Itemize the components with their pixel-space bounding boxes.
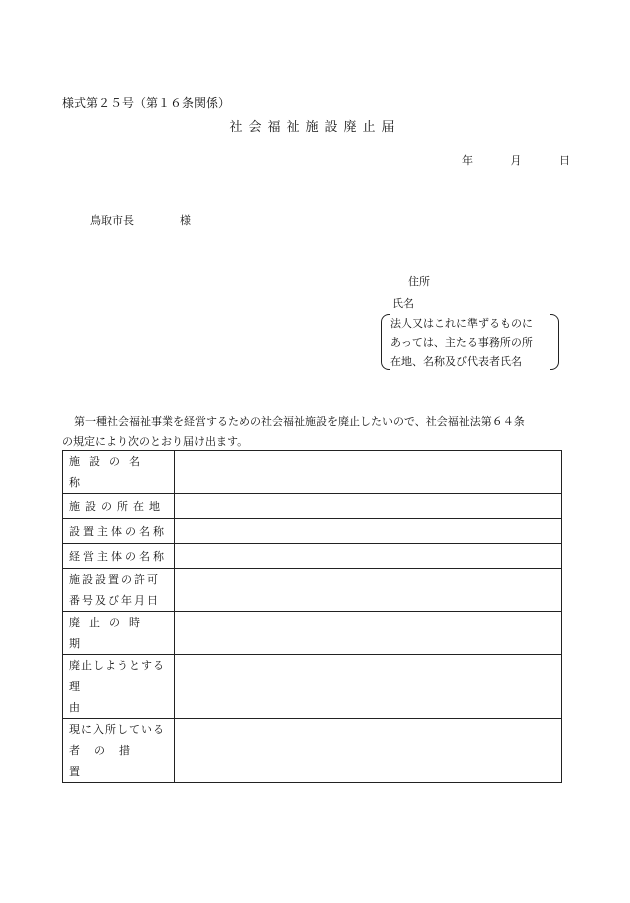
row-label <box>63 544 175 569</box>
date-line <box>438 152 570 168</box>
corporation-note-text <box>390 314 533 371</box>
label-text: 施設の名称 <box>69 455 149 489</box>
recipient-honorific: 様 <box>180 214 191 227</box>
document-title: 社会福祉施設廃止届 <box>229 120 401 135</box>
label-text: 設置主体の名称 <box>69 524 167 538</box>
row-value-field[interactable] <box>175 719 562 783</box>
date-month: 月 <box>510 154 522 167</box>
table-row <box>63 519 562 544</box>
name-label: 氏名 <box>392 297 414 310</box>
facility-form-table <box>62 450 562 783</box>
table-row <box>63 494 562 519</box>
row-label <box>63 569 175 612</box>
label-text: 経営主体の名称 <box>69 549 167 563</box>
recipient-city: 鳥取市長 <box>90 214 134 227</box>
row-value-field[interactable] <box>175 655 562 719</box>
label-text: 番号及び年月日 <box>69 594 160 607</box>
row-value-field[interactable] <box>175 544 562 569</box>
row-value-field[interactable] <box>175 519 562 544</box>
table-row <box>63 719 562 783</box>
note-line: 在地、名称及び代表者氏名 <box>390 355 522 368</box>
row-value-field[interactable] <box>175 451 562 494</box>
table-row <box>63 451 562 494</box>
row-label <box>63 719 175 783</box>
label-text: 廃止しようとする <box>69 659 165 672</box>
table-row <box>63 612 562 655</box>
table-row <box>63 569 562 612</box>
note-line: あっては、主たる事務所の所 <box>390 336 533 349</box>
label-text: 廃止の時期 <box>69 616 149 650</box>
form-number: 様式第２５号（第１６条関係） <box>62 96 231 110</box>
label-text: 理由 <box>69 680 142 714</box>
recipient <box>90 212 191 228</box>
table-row <box>63 544 562 569</box>
row-value-field[interactable] <box>175 494 562 519</box>
date-day: 日 <box>559 154 570 167</box>
row-label <box>63 494 175 519</box>
row-value-field[interactable] <box>175 569 562 612</box>
intro-line-1: 第一種社会福祉事業を経営するための社会福祉施設を廃止したいので、社会福祉法第６４条 <box>74 415 525 428</box>
address-label: 住所 <box>408 275 430 288</box>
label-text: 現に入所している <box>69 723 165 736</box>
date-year: 年 <box>462 154 473 167</box>
corporation-note <box>381 314 559 370</box>
intro-line-2: の規定により次のとおり届け出ます。 <box>62 435 249 448</box>
table-row <box>63 655 562 719</box>
label-text: 施設の所在地 <box>69 499 165 513</box>
row-value-field[interactable] <box>175 612 562 655</box>
row-label <box>63 612 175 655</box>
label-text: 者の措置 <box>69 744 144 778</box>
intro-paragraph <box>62 412 582 452</box>
row-label <box>63 519 175 544</box>
note-line: 法人又はこれに準ずるものに <box>390 317 533 330</box>
row-label <box>63 451 175 494</box>
row-label <box>63 655 175 719</box>
left-bracket <box>381 314 390 370</box>
label-text: 施設設置の許可 <box>69 573 160 586</box>
right-bracket <box>550 314 559 370</box>
